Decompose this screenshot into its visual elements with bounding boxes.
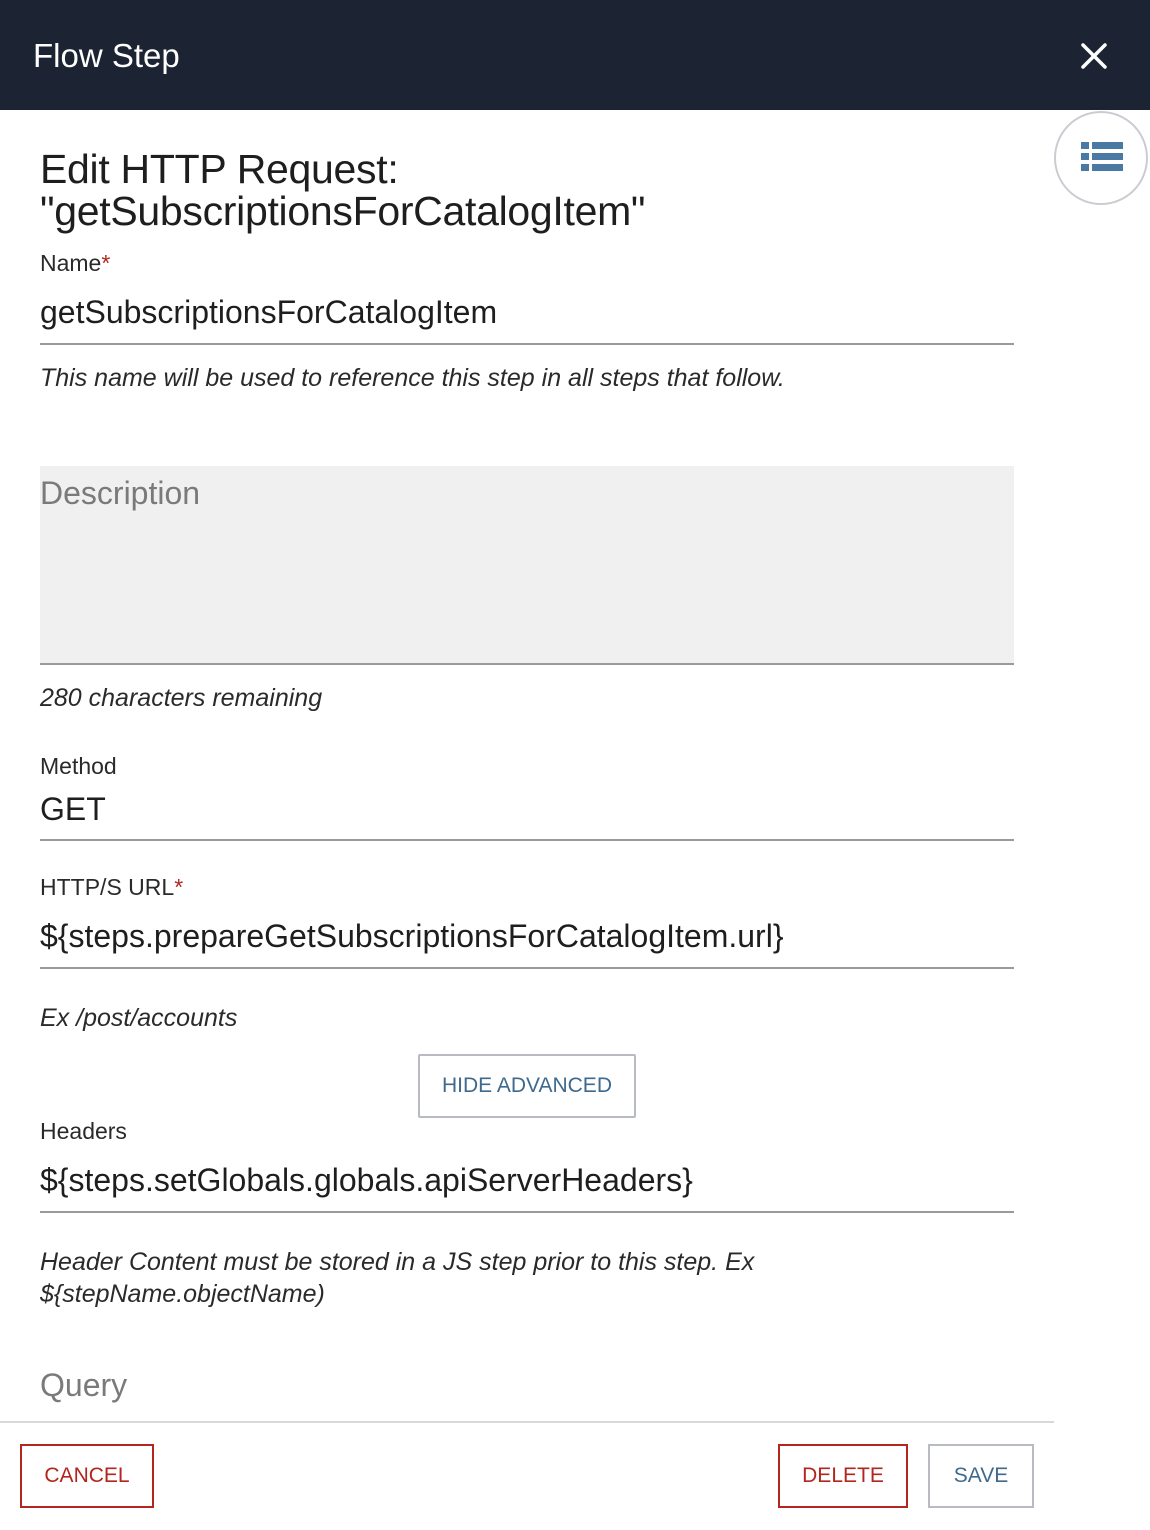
modal-header (0, 0, 1150, 110)
description-remaining-count: 280 characters remaining (40, 684, 323, 712)
name-label (40, 248, 110, 278)
edit-step-title-line1: Edit HTTP Request: (40, 146, 399, 192)
headers-input-underline (40, 1211, 1014, 1213)
edit-step-title (40, 148, 1020, 232)
headers-input[interactable]: ${steps.setGlobals.globals.apiServerHeaders} (40, 1162, 693, 1198)
query-label: Query (40, 1367, 128, 1403)
headers-help-line1: Header Content must be stored in a JS step prior to this step. Ex (40, 1248, 755, 1276)
method-underline (40, 839, 1014, 841)
url-label (40, 872, 183, 902)
description-placeholder: Description (40, 475, 201, 511)
url-label-text: HTTP/S URL (40, 874, 175, 900)
url-input-underline (40, 967, 1014, 969)
edit-step-title-line2: "getSubscriptionsForCatalogItem" (40, 188, 646, 234)
name-input[interactable]: getSubscriptionsForCatalogItem (40, 294, 498, 330)
close-button[interactable] (1068, 30, 1120, 82)
list-icon (1081, 139, 1123, 177)
required-marker: * (101, 250, 111, 276)
headers-help-text (40, 1246, 1014, 1310)
description-textarea[interactable] (40, 466, 1014, 665)
name-help-text: This name will be used to reference this step in all steps that follow. (40, 364, 785, 392)
step-list-toggle-button[interactable] (1054, 111, 1148, 205)
delete-button[interactable]: DELETE (778, 1444, 908, 1508)
url-help-text: Ex /post/accounts (40, 1004, 238, 1032)
headers-label: Headers (40, 1118, 127, 1144)
modal-title: Flow Step (33, 37, 180, 74)
footer-right-edge (1054, 1421, 1150, 1528)
name-label-text: Name (40, 250, 102, 276)
save-button[interactable]: SAVE (928, 1444, 1034, 1508)
method-label: Method (40, 753, 117, 779)
close-icon (1068, 30, 1120, 82)
name-input-underline (40, 343, 1014, 345)
headers-help-line2: ${stepName.objectName) (40, 1280, 325, 1308)
cancel-button[interactable]: CANCEL (20, 1444, 154, 1508)
hide-advanced-button[interactable]: HIDE ADVANCED (418, 1054, 636, 1118)
required-marker: * (174, 874, 184, 900)
method-select[interactable]: GET (40, 791, 106, 827)
url-input[interactable]: ${steps.prepareGetSubscriptionsForCatalogItem.url} (40, 918, 784, 954)
